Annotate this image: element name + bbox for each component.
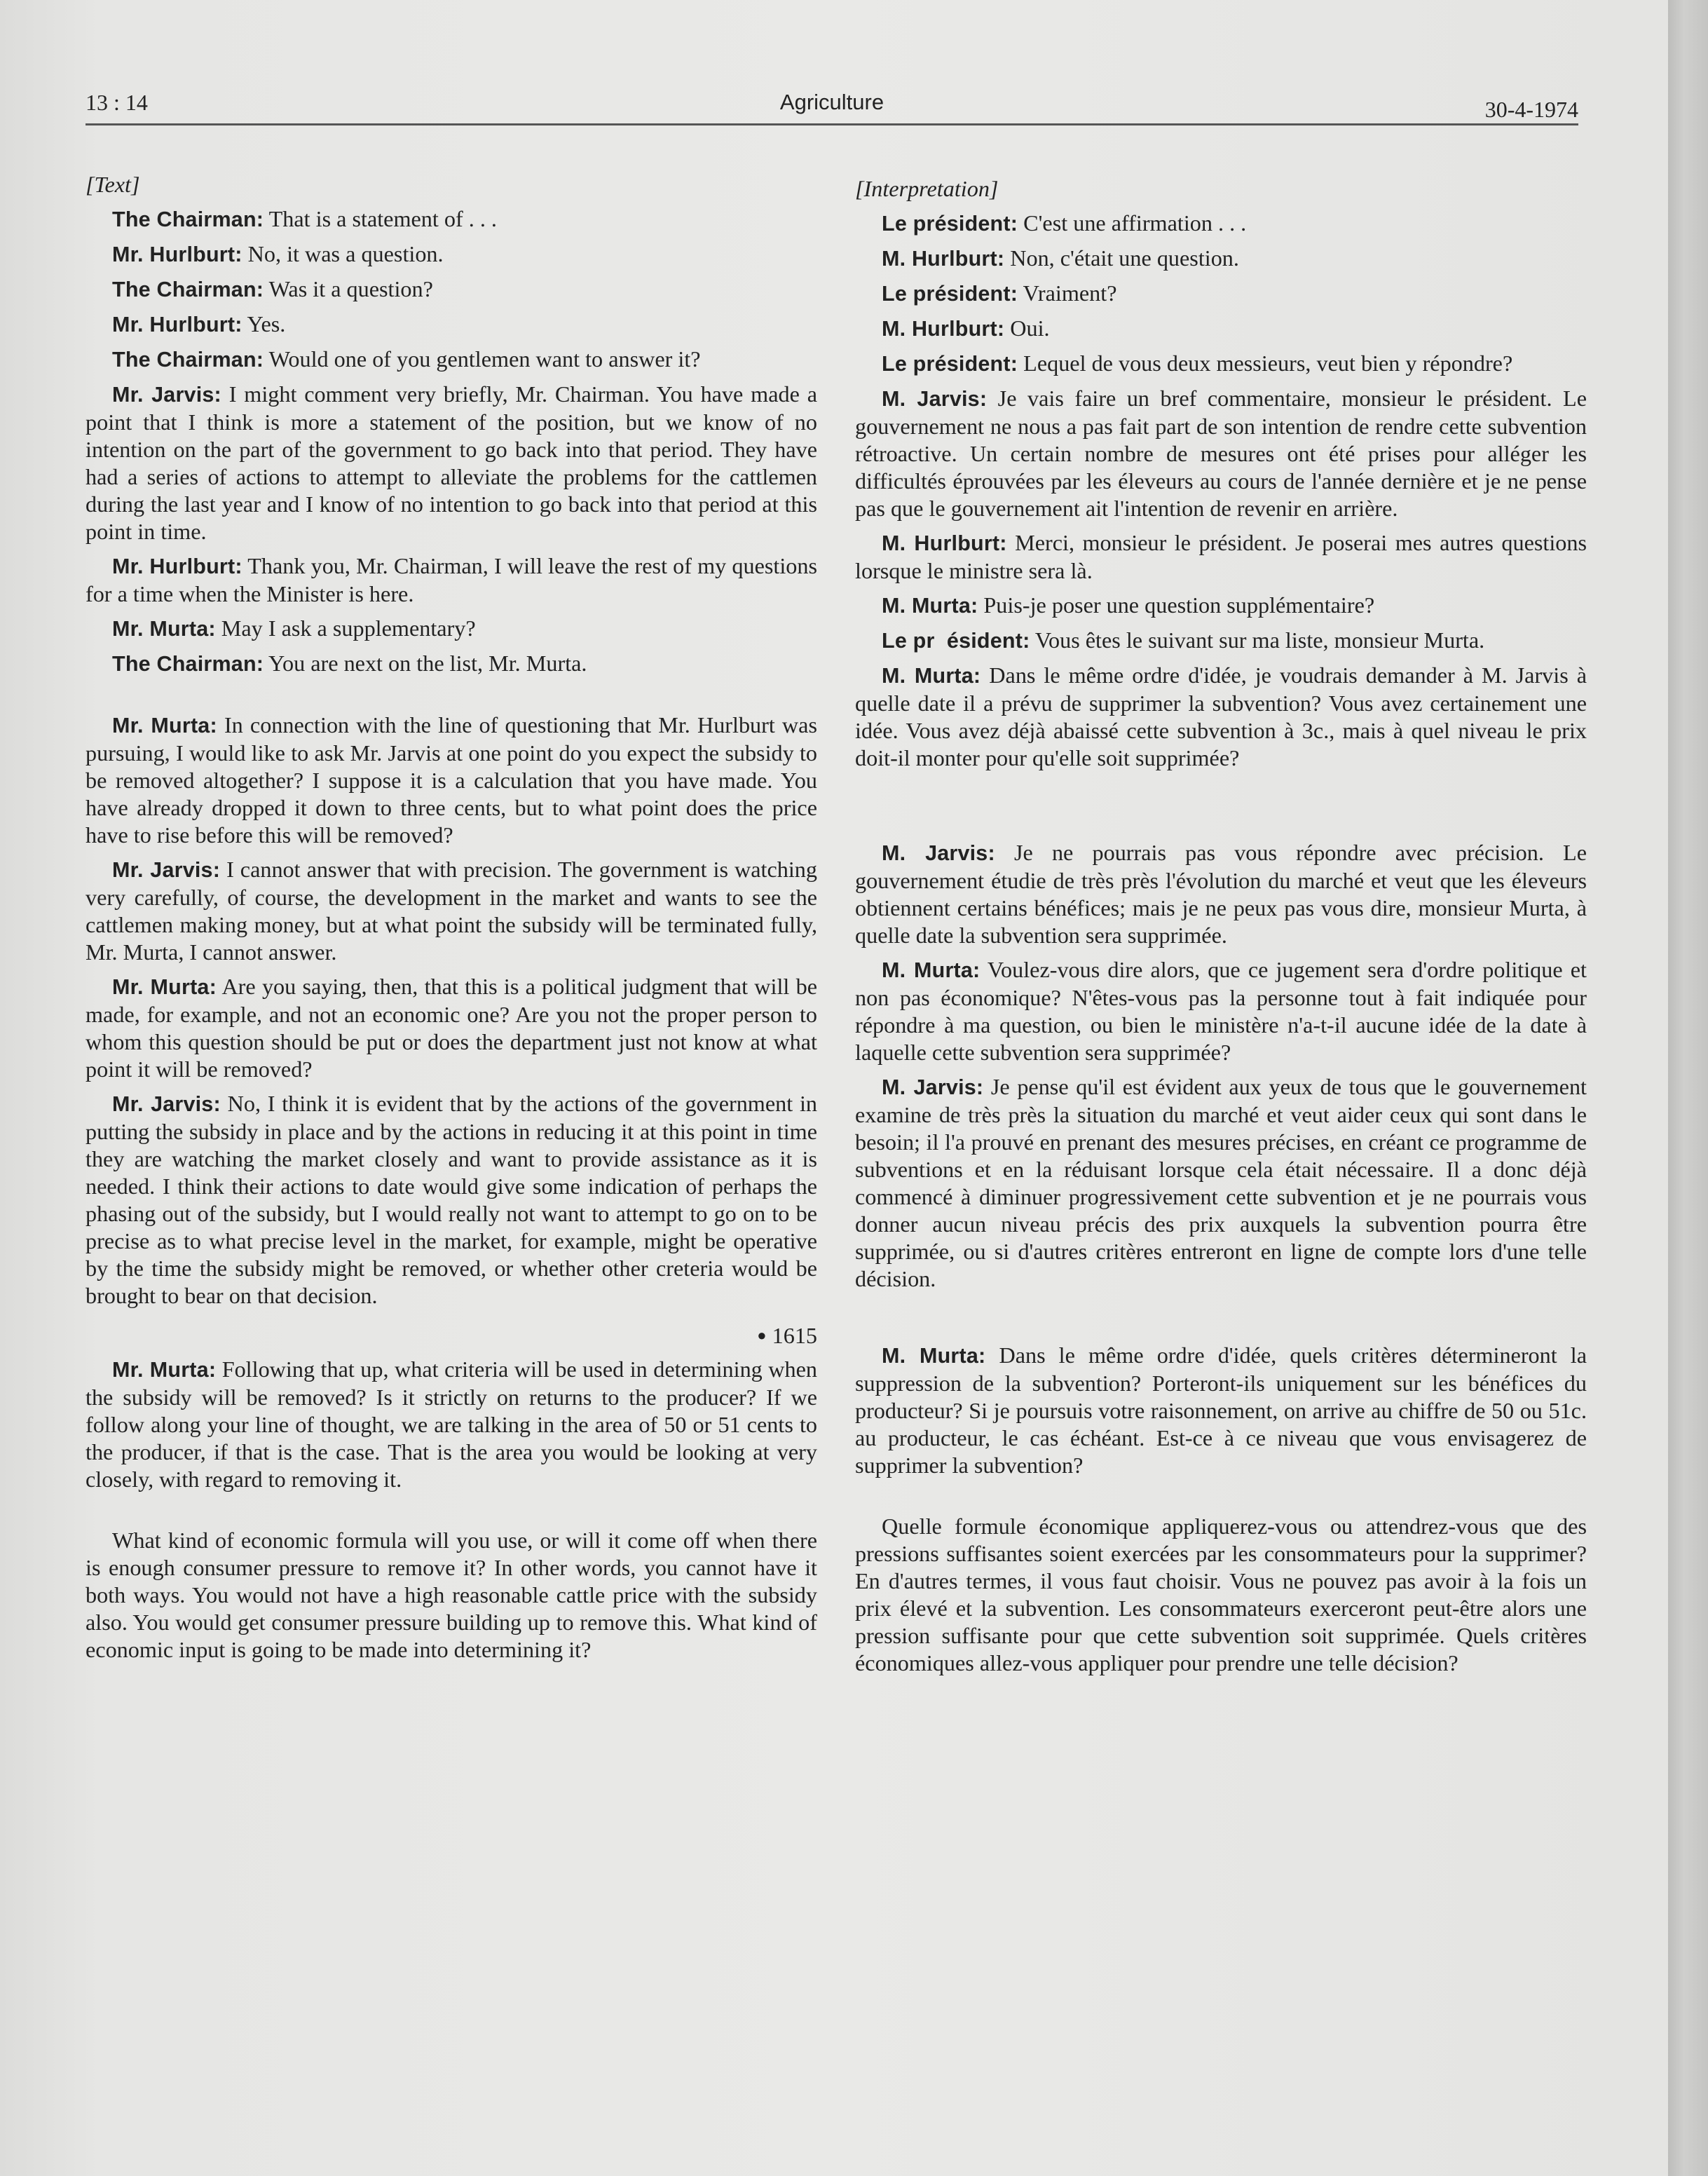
paragraph-text: You are next on the list, Mr. Murta.	[264, 651, 587, 676]
paragraph-text: Lequel de vous deux messieurs, veut bien y répondre?	[1018, 351, 1513, 376]
transcript-paragraph	[855, 592, 1587, 620]
paragraph-text: In connection with the line of questioning that Mr. Hurlburt was pursuing, I would like to ask Mr. Jarvis at one point do you expect the subsidy to be removed altogether? I suppose it is a calculation that you have made. You have already dropped it down to three cents, but to what point does the price have to rise before this will be removed?	[86, 712, 817, 848]
paragraph-text: Was it a question?	[264, 276, 433, 301]
speaker-name: The Chairman:	[112, 278, 264, 301]
transcript-paragraph	[86, 311, 817, 339]
paragraph-text: Je pense qu'il est évident aux yeux de tous que le gouvernement examine de très près la situation du marché et veut aider ceux qui sont dans le besoin; il l'a prouvé en prenant des mesures précises, en créant ce programme de subventions et en la réduisant lorsque cela était nécessaire. Il a donc déjà commencé à diminuer progressivement cette subvention et je ne pourrais vous donner aucun niveau précis des prix auxquels la subvention pourra être supprimée, ou si d'autres critères entreront en ligne de compte lors d'une telle décision.	[855, 1074, 1587, 1291]
paragraph-text: I cannot answer that with precision. The government is watching very carefully, of course, the development in the market and wants to see the cattlemen making money, but at what point the subsidy will be terminated fully, Mr. Murta, I cannot answer.	[86, 857, 817, 965]
speaker-name: M. Hurlburt:	[882, 317, 1005, 341]
transcript-paragraph	[855, 1342, 1587, 1479]
paragraph-text: That is a statement of . . .	[264, 206, 497, 231]
speaker-name: M. Murta:	[882, 594, 978, 618]
transcript-paragraph	[86, 552, 817, 608]
paragraph-text: Thank you, Mr. Chairman, I will leave the rest of my questions for a time when the Minister is here.	[86, 553, 817, 606]
transcript-paragraph	[86, 615, 817, 643]
speaker-name: The Chairman:	[112, 652, 264, 676]
paragraph-text: Non, c'était une question.	[1004, 245, 1239, 271]
paragraph-text: Quelle formule économique appliquerez-vous ou attendrez-vous que des pressions suffisantes soient exercées par les consommateurs pour la supprimer? En d'autres termes, il vous faut choisir. Vous ne pouvez pas avoir à la fois un prix élevé et la subvention. Les consommateurs exerceront peut-être alors une pression suffisante pour que cette subvention soit supprimée. Quels critères économiques allez-vous appliquer pour prendre une telle décision?	[855, 1514, 1587, 1675]
transcript-paragraph	[855, 350, 1587, 378]
bullet-icon: ●	[757, 1326, 767, 1344]
paragraph-text: Following that up, what criteria will be used in determining when the subsidy will be removed? Is it strictly on returns to the producer? If we follow along your line of thought, we are talking in the area of 50 or 51 cents to the producer, if that is the case. That is the area you would be looking at very closely, with regard to removing it.	[86, 1356, 817, 1492]
column-label: [Interpretation]	[855, 176, 999, 201]
header-date: 30-4-1974	[1484, 97, 1578, 122]
transcript-paragraph	[855, 210, 1587, 238]
speaker-name: M. Jarvis:	[882, 841, 995, 865]
transcript-paragraph	[86, 381, 817, 545]
speaker-name: The Chairman:	[112, 208, 264, 231]
speaker-name: Mr. Jarvis:	[112, 383, 221, 407]
paragraph-text: Would one of you gentlemen want to answer it?	[264, 346, 701, 372]
paragraph-text: C'est une affirmation . . .	[1018, 210, 1247, 236]
running-title: Agriculture	[779, 90, 884, 114]
speaker-name: Le président:	[882, 282, 1018, 306]
speaker-name: Mr. Hurlburt:	[112, 555, 242, 578]
speaker-name: M. Hurlburt:	[882, 531, 1007, 555]
transcript-paragraph	[855, 662, 1587, 772]
transcript-paragraph	[86, 346, 817, 374]
speaker-name: M. Jarvis:	[882, 1075, 984, 1099]
paragraph-text: Je ne pourrais pas vous répondre avec précision. Le gouvernement étudie de très près l'évolution du marché et veut que les éleveurs obtiennent certains bénéfices; mais je ne peux pas vous dire, monsieur Murta, à quelle date la subvention sera supprimée.	[855, 840, 1587, 948]
transcript-paragraph	[855, 245, 1587, 273]
column-label: [Text]	[86, 172, 140, 197]
time-marker	[86, 1322, 817, 1352]
transcript-paragraph	[855, 529, 1587, 585]
transcript-paragraph	[855, 1513, 1587, 1677]
speaker-name: Le pr ésident:	[882, 629, 1030, 653]
paragraph-text: Are you saying, then, that this is a political judgment that will be made, for example, and not an economic one? Are you not the proper person to whom this question should be put or does the department just not know at what point it will be removed?	[86, 974, 817, 1082]
transcript-paragraph	[855, 1073, 1587, 1293]
speaker-name: Mr. Murta:	[112, 975, 217, 999]
page-number: 13 : 14	[86, 90, 148, 115]
transcript-paragraph	[855, 839, 1587, 949]
transcript-paragraph	[86, 240, 817, 268]
paragraph-text: May I ask a supplementary?	[215, 616, 476, 641]
speaker-name: Mr. Hurlburt:	[112, 313, 242, 336]
transcript-paragraph	[86, 205, 817, 233]
transcript-paragraph	[855, 627, 1587, 655]
speaker-name: M. Murta:	[882, 664, 981, 688]
speaker-name: Mr. Hurlburt:	[112, 243, 242, 266]
paragraph-text: I might comment very briefly, Mr. Chairman. You have made a point that I think is more a statement of the position, but we know of no intention on the part of the government to go back into that period. They have had a series of actions to attempt to alleviate the problems for the cattlemen during the last year and I know of no intention to go back into that period at this point in time.	[86, 381, 817, 544]
speaker-name: Mr. Murta:	[112, 1358, 217, 1382]
paragraph-text: Dans le même ordre d'idée, quels critères détermineront la suppression de la subvention? Porteront-ils uniquement sur les bénéfices du producteur? Si je poursuis votre raisonnement, on arrive au chiffre de 50 ou 51c. au producteur, le cas échéant. Est-ce à ce niveau que vous envisagerez de supprimer la subvention?	[855, 1342, 1587, 1478]
transcript-paragraph	[855, 956, 1587, 1066]
speaker-name: Le président:	[882, 212, 1018, 236]
paragraph-text: Voulez-vous dire alors, que ce jugement sera d'ordre politique et non pas économique? N'êtes-vous pas la personne tout à fait indiquée pour répondre à ma question, ou bien le ministère n'a-t-il aucune idée de la date à laquelle cette subvention sera supprimée?	[855, 957, 1587, 1065]
transcript-paragraph	[86, 1527, 817, 1664]
marker-time: 1615	[772, 1323, 817, 1348]
speaker-name: M. Hurlburt:	[882, 247, 1005, 271]
transcript-paragraph	[86, 1356, 817, 1493]
speaker-name: The Chairman:	[112, 348, 264, 372]
speaker-name: Le président:	[882, 352, 1018, 376]
transcript-paragraph	[86, 973, 817, 1083]
paragraph-text: No, it was a question.	[242, 241, 444, 266]
paragraph-text: Vous êtes le suivant sur ma liste, monsieur Murta.	[1030, 627, 1485, 653]
paragraph-text: Oui.	[1004, 315, 1050, 341]
paragraph-text: Dans le même ordre d'idée, je voudrais demander à M. Jarvis à quelle date il a prévu de supprimer la subvention? Vous avez certainement une idée. Vous avez déjà abaissé cette subvention à 3c., mais à quel niveau le prix doit-il monter pour qu'elle soit supprimée?	[855, 662, 1587, 770]
speaker-name: M. Jarvis:	[882, 387, 988, 411]
speaker-name: Mr. Murta:	[112, 617, 216, 641]
transcript-paragraph	[86, 856, 817, 966]
transcript-paragraph	[86, 712, 817, 849]
speaker-name: Mr. Murta:	[112, 714, 217, 737]
french-column	[855, 175, 1587, 1684]
english-column	[86, 171, 817, 1671]
transcript-paragraph	[86, 650, 817, 678]
speaker-name: M. Murta:	[882, 958, 981, 982]
paragraph-text: Puis-je poser une question supplémentaire?	[978, 592, 1375, 618]
paragraph-text: Vraiment?	[1018, 280, 1117, 306]
speaker-name: M. Murta:	[882, 1344, 986, 1368]
paragraph-text: Je vais faire un bref commentaire, monsieur le président. Le gouvernement ne nous a pas fait part de son intention de rendre cette subvention rétroactive. Un certain nombre de mesures ont été prises pour alléger les difficultés éprouvées par les éleveurs au cours de l'année dernière et je ne pense pas que le gouvernement ait l'intention de revenir en arrière.	[855, 386, 1587, 521]
transcript-paragraph	[855, 315, 1587, 343]
transcript-paragraph	[86, 1090, 817, 1310]
speaker-name: Mr. Jarvis:	[112, 858, 221, 882]
paragraph-text: Merci, monsieur le président. Je poserai mes autres questions lorsque le ministre sera là.	[855, 530, 1587, 583]
page-edge	[1668, 0, 1708, 2176]
transcript-paragraph	[855, 385, 1587, 522]
transcript-paragraph	[86, 276, 817, 304]
paragraph-text: Yes.	[242, 311, 286, 336]
speaker-name: Mr. Jarvis:	[112, 1092, 221, 1116]
transcript-paragraph	[855, 280, 1587, 308]
paragraph-text: What kind of economic formula will you use, or will it come off when there is enough consumer pressure to remove it? In other words, you cannot have it both ways. You would not have a high reasonable cattle price with the subsidy also. You would get consumer pressure building up to remove this. What kind of economic input is going to be made into determining it?	[86, 1528, 817, 1662]
page-header	[86, 87, 1578, 125]
paragraph-text: No, I think it is evident that by the actions of the government in putting the subsidy in place and by the actions in reducing it at this point in time they are watching the market closely and want to provide assistance as it is needed. I think their actions to date would give some indication of perhaps the phasing out of the subsidy, but I would really not want to attempt to go on to be precise as to what precise level in the market, for example, might be operative by the time the subsidy might be removed, or whether other creteria would be brought to bear on that decision.	[86, 1091, 817, 1308]
